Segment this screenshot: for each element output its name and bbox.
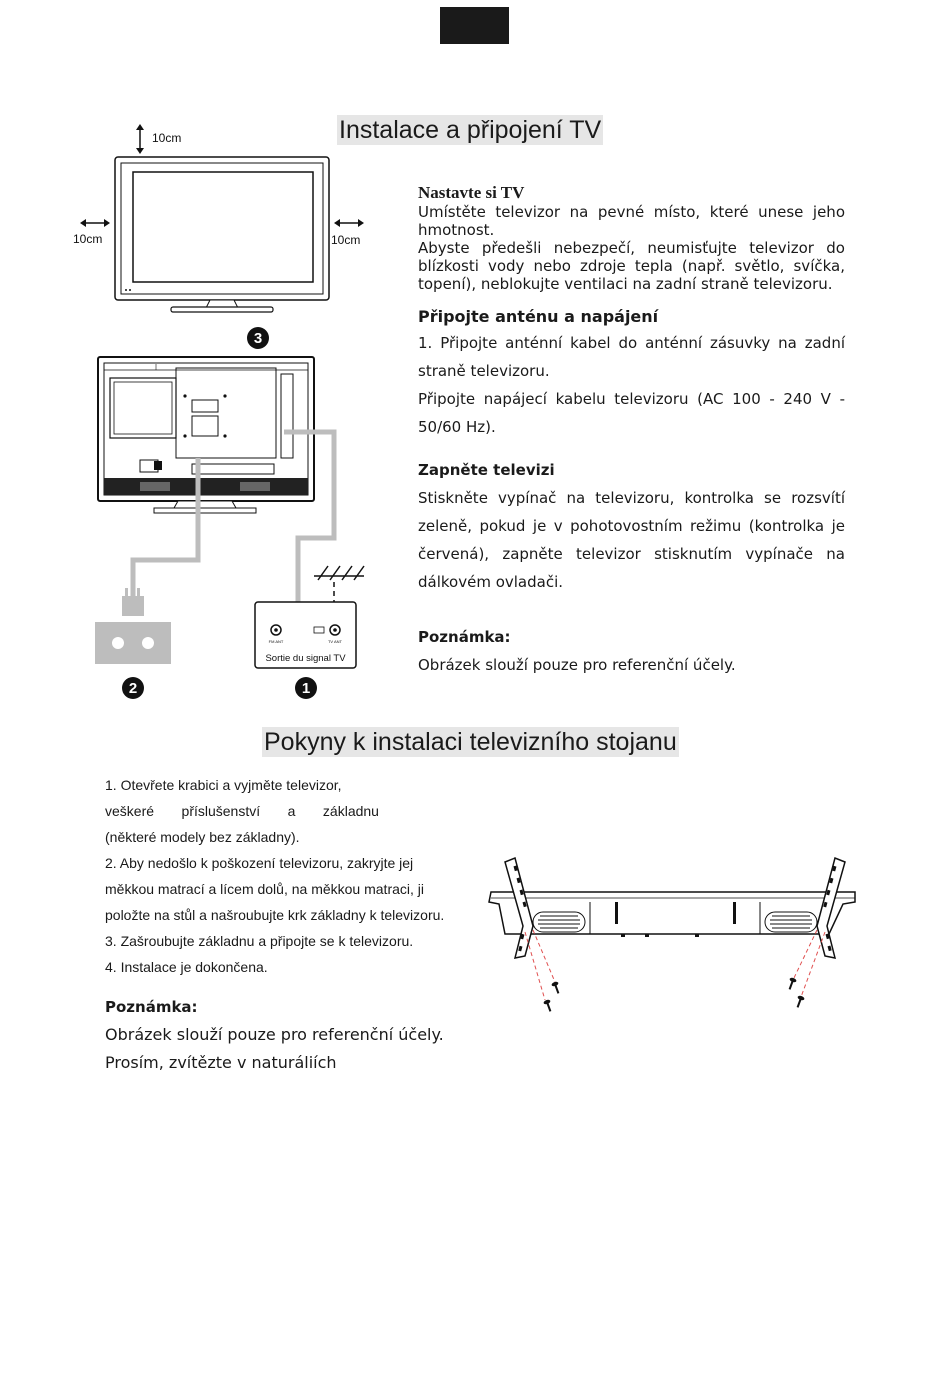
antenna-paragraph-2: Připojte napájecí kabelu televizoru (AC 100 - 240 V - 50/60 Hz). <box>418 390 845 436</box>
step-3-line: 3. Zašroubujte základnu a připojte se k televizoru. <box>105 933 414 949</box>
antenna-paragraph-1: 1. Připojte anténní kabel do anténní zásuvky na zadní straně televizoru. <box>418 334 845 380</box>
top-clearance-arrow <box>136 124 144 154</box>
note-text-1: Obrázek slouží pouze pro referenční účely. <box>418 656 736 674</box>
note-section-2 <box>105 993 485 1077</box>
right-clearance-arrow <box>334 219 364 227</box>
right-clearance-label: 10cm <box>331 233 361 247</box>
setup-paragraph-1: Umístěte televizor na pevné místo, které unese jeho hmotnost. <box>418 203 845 239</box>
note-text-2-line-1: Obrázek slouží pouze pro referenční účely. <box>105 1025 444 1044</box>
setup-paragraph-2: Abyste předešli nebezpečí, neumisťujte televizor do blízkosti vody nebo zdroje tepla (např. světlo, svíčka, topení), neblokujte ventilaci na zadní straně televizoru. <box>418 239 845 293</box>
note-text-2-line-2: Prosím, zvítězte v naturáliích <box>105 1053 337 1072</box>
power-on-paragraph: Stiskněte vypínač na televizoru, kontrolka se rozsvítí zeleně, pokud je v pohotovostním režimu (kontrolka je červená), zapněte televizor stisknutím vypínače na dálkovém ovladači. <box>418 489 845 591</box>
svg-text:TV ANT: TV ANT <box>327 639 343 644</box>
step-3-number: 3 <box>253 330 263 347</box>
screw-guide-lines <box>525 930 825 1000</box>
step-1-word: a <box>287 803 296 819</box>
antenna-heading: Připojte anténu a napájení <box>418 307 659 326</box>
tv-front-illustration <box>115 157 329 312</box>
stand-steps <box>105 772 465 980</box>
note-heading-2: Poznámka: <box>105 998 198 1016</box>
power-plug <box>122 596 144 616</box>
step-1-line-c: (některé modely bez základny). <box>105 829 300 845</box>
svg-text:FM ANT: FM ANT <box>268 639 284 644</box>
setup-section <box>418 183 845 293</box>
step-2-line-c: položte na stůl a našroubujte krk základny k televizoru. <box>105 907 445 923</box>
note-heading-1: Poznámka: <box>418 628 511 646</box>
stand-installation-diagram <box>485 852 865 1017</box>
connection-diagram <box>60 120 380 710</box>
section-title-stand: Pokyny k instalaci televizního stojanu <box>264 728 677 756</box>
step-1-line-a: 1. Otevřete krabici a vyjměte televizor, <box>105 777 342 793</box>
power-socket <box>95 622 171 664</box>
step-1-line-b <box>105 798 465 824</box>
tv-back-illustration <box>98 357 314 513</box>
section-title-installation: Instalace a připojení TV <box>339 116 602 144</box>
step-1-word: příslušenství <box>181 803 261 819</box>
left-clearance-arrow <box>80 219 110 227</box>
note-section-1 <box>418 623 845 679</box>
power-on-heading: Zapněte televizi <box>418 461 555 479</box>
step-1-number: 1 <box>301 680 311 697</box>
tv-face-down-illustration <box>489 892 855 937</box>
step-4-line: 4. Instalace je dokončena. <box>105 959 268 975</box>
step-2-number: 2 <box>128 680 138 697</box>
step-1-word: základnu <box>322 803 379 819</box>
page-tab-marker <box>440 7 509 44</box>
power-on-section <box>418 456 845 596</box>
step-2-line-a: 2. Aby nedošlo k poškození televizoru, zakryjte jej <box>105 855 414 871</box>
antenna-section <box>418 305 845 441</box>
setup-heading: Nastavte si TV <box>418 183 525 202</box>
screws <box>543 977 805 1013</box>
step-1-word: veškeré <box>105 803 155 819</box>
wall-plate-label: Sortie du signal TV <box>265 653 346 664</box>
left-clearance-label: 10cm <box>73 232 103 246</box>
top-clearance-label: 10cm <box>152 131 182 145</box>
step-2-line-b: měkkou matrací a lícem dolů, na měkkou matraci, ji <box>105 881 425 897</box>
